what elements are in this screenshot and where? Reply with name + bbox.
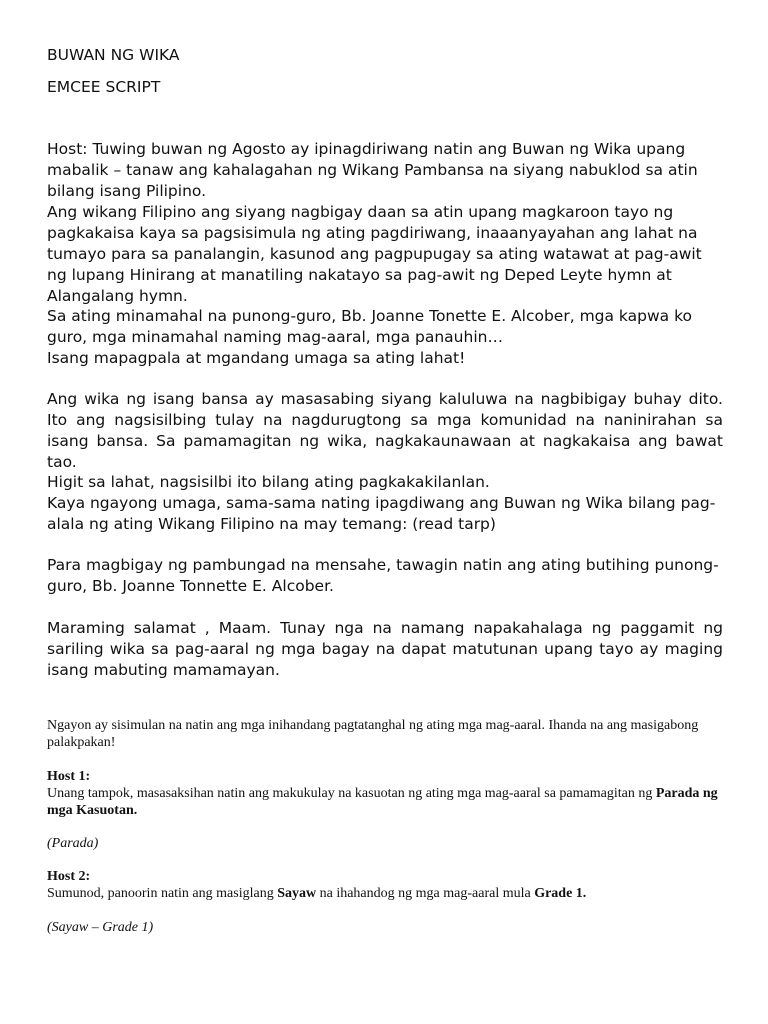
paragraph-line: Host: Tuwing buwan ng Agosto ay ipinagdiriwang natin ang Buwan ng Wika upang mabalik – tanaw ang kahalagahan ng Wikang Pambansa na siyang nabuklod sa atin bilang isang Pilipino. — [47, 140, 698, 200]
host1-text-plain: Unang tampok, masasaksihan natin ang makukulay na kasuotan ng ating mga mag-aaral sa pamamagitan ng — [47, 786, 656, 801]
paragraph-thanks — [47, 618, 723, 681]
host2-label: Host 2: — [47, 869, 91, 884]
document-subtitle: EMCEE SCRIPT — [47, 78, 161, 96]
document-title: BUWAN NG WIKA — [47, 46, 180, 64]
host2-block — [47, 868, 723, 902]
paragraph-text: Maraming salamat , Maam. Tunay nga na namang napakahalaga ng paggamit ng sariling wika sa pag-aaral ng mga bagay na dapat matutunan upang tayo ay maging isang mabuting mamamayan. — [47, 619, 723, 679]
paragraph-text: Ngayon ay sisimulan na natin ang mga inihandang pagtatanghal ng ating mga mag-aaral. Ihanda na ang masigabong palakpakan! — [47, 718, 699, 750]
host1-label: Host 1: — [47, 769, 91, 784]
paragraph-line: Kaya ngayong umaga, sama-sama nating ipagdiwang ang Buwan ng Wika bilang pag-alala ng ating Wikang Filipino na may temang: (read tarp) — [47, 494, 716, 533]
host1-text-bold: Parada ng mga Kasuotan. — [47, 786, 718, 818]
serif-intro — [47, 717, 723, 751]
host2-text-a: Sumunod, panoorin natin ang masiglang — [47, 886, 278, 901]
host2-bold-a: Sayaw — [277, 886, 317, 901]
paragraph-text: Para magbigay ng pambungad na mensahe, tawagin natin ang ating butihing punong-guro, Bb. Joanne Tonnette E. Alcober. — [47, 556, 719, 595]
paragraph-opening — [47, 139, 723, 307]
paragraph-text: Ang wika ng isang bansa ay masasabing siyang kaluluwa na nagbibigay buhay dito. Ito ang nagsisilbing tulay na nagdurugtong sa mga komunidad na naninirahan sa isang bansa. Sa pamamagitan ng wika, nagkakaunawaan at nagkakaisa ang bawat tao. — [47, 390, 723, 471]
paragraph-line: Isang mapagpala at mgandang umaga sa ating lahat! — [47, 349, 466, 367]
paragraph-line: Ang wikang Filipino ang siyang nagbigay daan sa atin upang magkaroon tayo ng pagkakaisa kaya sa pagsisimula ng ating pagdiriwang, inaaanyayahan ang lahat na tumayo para sa panalangin, kasunod ang pagpupugay sa ating watawat at pag-awit ng lupang Hinirang at manatiling nakatayo sa pag-awit ng Deped Leyte hymn at Alangalang hymn. — [47, 203, 702, 305]
host1-cue: (Parada) — [47, 836, 99, 851]
host2-text — [47, 885, 723, 902]
host2-bold-b: Grade 1. — [534, 886, 587, 901]
host1-text — [47, 785, 723, 819]
host1-block — [47, 768, 723, 819]
host2-text-b: na ihahandog ng mga mag-aaral mula — [316, 886, 535, 901]
paragraph-wika — [47, 389, 723, 473]
paragraph-line: Higit sa lahat, nagsisilbi ito bilang ating pagkakakilanlan. — [47, 473, 490, 491]
paragraph-greeting — [47, 306, 723, 369]
host2-cue: (Sayaw – Grade 1) — [47, 920, 154, 935]
paragraph-principal-intro — [47, 555, 723, 597]
paragraph-line: Sa ating minamahal na punong-guro, Bb. Joanne Tonette E. Alcober, mga kapwa ko guro, mga minamahal naming mag-aaral, mga panauhin… — [47, 307, 692, 346]
paragraph-identity — [47, 472, 723, 535]
